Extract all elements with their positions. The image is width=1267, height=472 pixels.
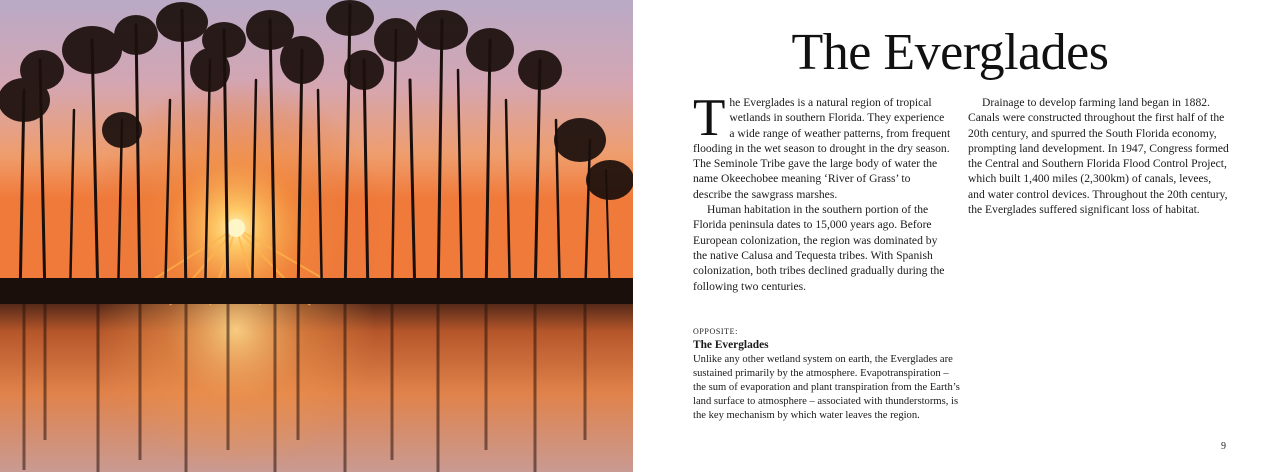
shoreline [0, 278, 633, 304]
text-page [633, 0, 1267, 472]
paragraph-1-text: he Everglades is a natural region of tropical wetlands in southern Florida. They experience a wide range of weather patterns, from frequent flooding in the wet season to drought in the dry season. The Seminole Tribe gave the large body of water the name Okeechobee meaning ‘River of Grass’ to describe the sawgrass marshes. [693, 96, 951, 201]
page-number: 9 [1221, 441, 1226, 452]
paragraph-1 [693, 89, 951, 202]
column-left [693, 89, 951, 294]
everglades-sunset-image [0, 0, 633, 472]
caption-body: Unlike any other wetland system on earth, the Everglades are sustained primarily by the atmosphere. Evapotranspiration – the sum of evaporation and plant transpiration from the Earth’s land surface to atmosphere – associated with thunderstorms, is the key mechanism by which water leaves the region. [693, 354, 960, 422]
image-caption [693, 325, 961, 423]
page-title: The Everglades [791, 24, 1109, 81]
caption-title: The Everglades [693, 339, 769, 351]
column-right [968, 95, 1230, 217]
drop-cap: T [693, 89, 726, 147]
sun [227, 219, 245, 237]
caption-label: OPPOSITE: [693, 327, 738, 336]
sunset-photo [0, 0, 633, 472]
paragraph-2: Human habitation in the southern portion of the Florida peninsula dates to 15,000 years ago. Before European colonization, the region was dominated by the native Calusa and Tequesta tribes. With Spanish colonization, both tribes declined gradually during the following two centuries. [693, 203, 945, 293]
paragraph-3: Drainage to develop farming land began in 1882. Canals were constructed throughout the first half of the 20th century, and spurred the South Florida economy, prompting land development. In 1947, Congress formed the Central and Southern Florida Flood Control Project, which built 1,400 miles (2,300km) of canals, levees, and water control devices. Throughout the 20th century, the Everglades suffered significant loss of habitat. [968, 96, 1229, 217]
